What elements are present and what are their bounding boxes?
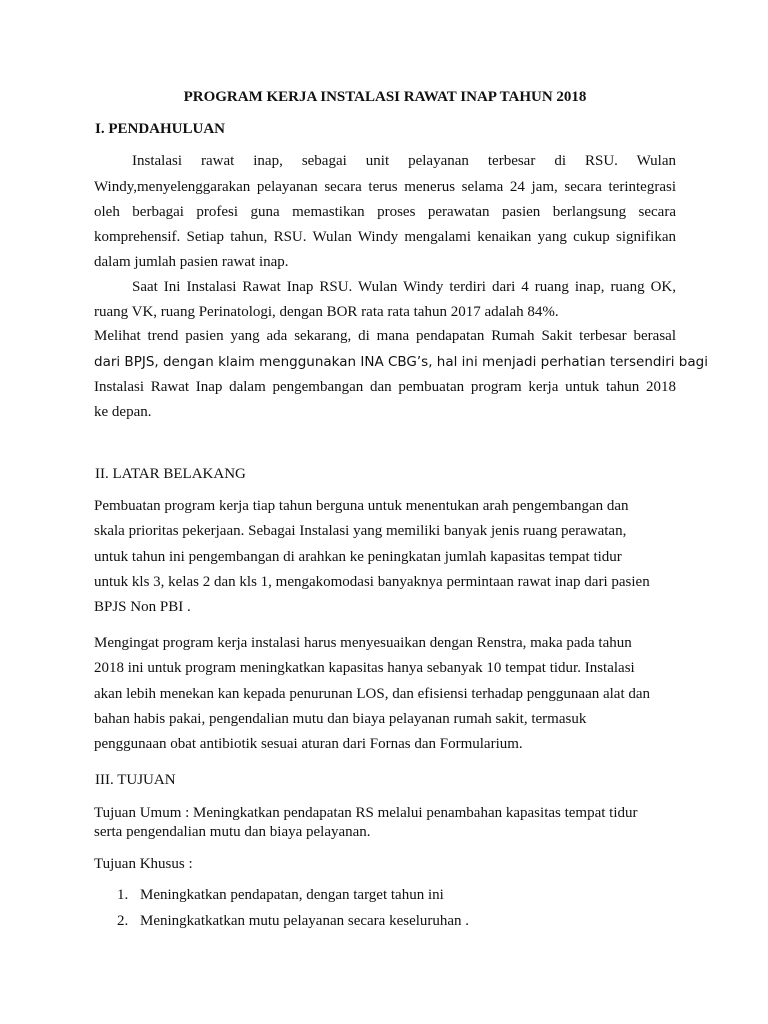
section-heading-pendahuluan: I. PENDAHULUAN xyxy=(95,121,226,137)
list-number: 1. xyxy=(117,887,129,903)
paragraph-line: Pembuatan program kerja tiap tahun berguna untuk menentukan arah pengembangan dan xyxy=(94,498,629,514)
paragraph-line: untuk kls 3, kelas 2 dan kls 1, mengakomodasi banyaknya permintaan rawat inap dari pasien xyxy=(94,574,650,590)
paragraph-line: bahan habis pakai, pengendalian mutu dan biaya pelayanan rumah sakit, termasuk xyxy=(94,711,587,727)
paragraph-line: Instalasi Rawat Inap dalam pengembangan dan pembuatan program kerja untuk tahun 2018 xyxy=(94,379,676,395)
paragraph-line: Instalasi rawat inap, sebagai unit pelayanan terbesar di RSU. Wulan xyxy=(132,153,676,169)
tujuan-umum-line: Tujuan Umum : Meningkatkan pendapatan RS melalui penambahan kapasitas tempat tidur xyxy=(94,805,638,821)
paragraph-line: Melihat trend pasien yang ada sekarang, di mana pendapatan Rumah Sakit terbesar berasal xyxy=(94,328,676,344)
paragraph-line: komprehensif. Setiap tahun, RSU. Wulan Windy mengalami kenaikan yang cukup signifikan xyxy=(94,229,676,245)
paragraph-line: Windy,menyelenggarakan pelayanan secara terus menerus selama 24 jam, secara terintegrasi xyxy=(94,179,676,195)
list-text: Meningkatkatkan mutu pelayanan secara keseluruhan . xyxy=(140,913,470,929)
paragraph-line: akan lebih menekan kan kepada penurunan LOS, dan efisiensi terhadap penggunaan alat dan xyxy=(94,686,651,702)
paragraph-line: dalam jumlah pasien rawat inap. xyxy=(94,254,289,270)
section-heading-tujuan: III. TUJUAN xyxy=(95,772,176,788)
paragraph-line: Saat Ini Instalasi Rawat Inap RSU. Wulan Windy terdiri dari 4 ruang inap, ruang OK, xyxy=(132,279,676,295)
tujuan-umum-line: serta pengendalian mutu dan biaya pelayanan. xyxy=(94,824,371,840)
document-title: PROGRAM KERJA INSTALASI RAWAT INAP TAHUN 2018 xyxy=(183,89,587,105)
paragraph-line: dari BPJS, dengan klaim menggunakan INA CBG’s, hal ini menjadi perhatian tersendiri bagi xyxy=(94,354,708,370)
tujuan-khusus-label: Tujuan Khusus : xyxy=(94,856,193,872)
list-number: 2. xyxy=(117,913,129,929)
paragraph-line: 2018 ini untuk program meningkatkan kapasitas hanya sebanyak 10 tempat tidur. Instalasi xyxy=(94,660,635,676)
paragraph-line: BPJS Non PBI . xyxy=(94,599,191,615)
section-heading-latar-belakang: II. LATAR BELAKANG xyxy=(95,466,246,482)
paragraph-line: untuk tahun ini pengembangan di arahkan ke peningkatan jumlah kapasitas tempat tidur xyxy=(94,549,622,565)
paragraph-line: oleh berbagai profesi guna memastikan proses perawatan pasien berlangsung secara xyxy=(94,204,676,220)
paragraph-line: ke depan. xyxy=(94,404,152,420)
paragraph-line: ruang VK, ruang Perinatologi, dengan BOR rata rata tahun 2017 adalah 84%. xyxy=(94,304,559,320)
list-text: Meningkatkan pendapatan, dengan target tahun ini xyxy=(140,887,444,903)
paragraph-line: penggunaan obat antibiotik sesuai aturan dari Fornas dan Formularium. xyxy=(94,736,523,752)
paragraph-line: skala prioritas pekerjaan. Sebagai Instalasi yang memiliki banyak jenis ruang perawatan, xyxy=(94,523,627,539)
paragraph-line: Mengingat program kerja instalasi harus menyesuaikan dengan Renstra, maka pada tahun xyxy=(94,635,632,651)
